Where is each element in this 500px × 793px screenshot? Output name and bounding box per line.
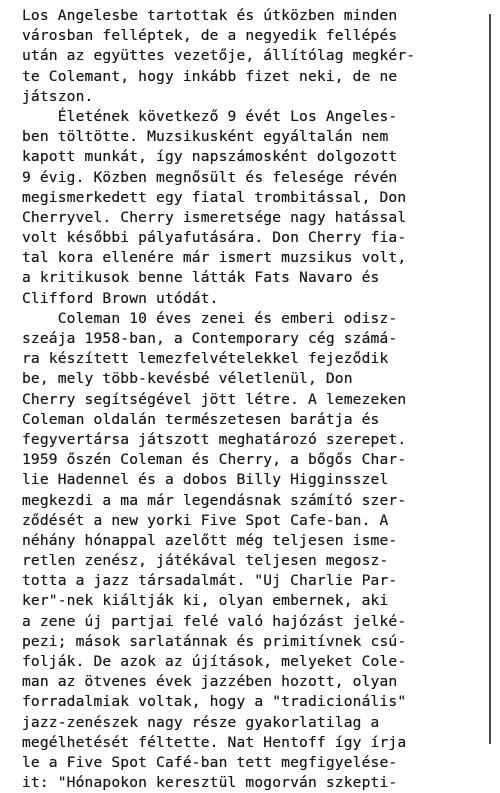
- text-line: városban felléptek, de a negyedik fellépés: [22, 27, 398, 45]
- text-line: folják. De azok az újítások, melyeket Cole-: [22, 653, 407, 670]
- text-line: kapott munkát, így napszámosként dolgozott: [22, 148, 398, 166]
- page-edge-line: [489, 14, 491, 744]
- text-line: pezi; mások sarlatánnak és primitívnek csú-: [22, 632, 407, 650]
- text-line: it: "Hónapokon keresztül mogorván szkepti-: [22, 774, 398, 792]
- text-line: forradalmiak voltak, hogy a "tradicionális": [22, 693, 407, 711]
- text-line: be, mely több-kevésbé véletlenül, Don: [22, 370, 353, 388]
- text-line: a kritikusok benne látták Fats Navaro és: [22, 269, 380, 287]
- text-line: Clifford Brown utódát.: [22, 289, 219, 307]
- text-line: Coleman 10 éves zenei és emberi odisz-: [22, 309, 398, 327]
- text-line: lie Hadennel és a dobos Billy Higginsszel: [22, 471, 389, 489]
- text-line: ker"-nek kiáltják ki, olyan embernek, aki: [22, 592, 389, 610]
- text-line: megismerkedett egy fiatal trombitással, Don: [22, 188, 407, 206]
- text-line: után az együttes vezetője, állítólag megkér-: [22, 47, 416, 65]
- text-line: ra készített lemezfelvételekkel fejeződik: [22, 350, 389, 368]
- text-line: ben töltötte. Muzsikusként egyáltalán nem: [22, 128, 389, 146]
- text-line: Életének következő 9 évét Los Angeles-: [22, 107, 398, 125]
- body-text: [22, 6, 492, 793]
- text-line: Cherryvel. Cherry ismeretsége nagy hatással: [22, 208, 407, 226]
- text-line: Coleman oldalán természetesen barátja és: [22, 410, 380, 428]
- text-line: fegyvertársa játszott meghatározó szerepet.: [22, 430, 407, 448]
- text-line: 1959 őszén Coleman és Cherry, a bőgős Char-: [22, 451, 407, 469]
- text-line: te Colemant, hogy inkább fizet neki, de ne: [22, 67, 398, 85]
- text-line: Los Angelesbe tartottak és útközben minden: [22, 7, 398, 24]
- text-line: volt későbbi pályafutására. Don Cherry fia-: [22, 229, 407, 247]
- text-line: jazz-zenészek nagy része gyakorlatilag a: [22, 713, 380, 731]
- text-line: ződését a new yorki Five Spot Cafe-ban. A: [22, 511, 389, 529]
- text-line: totta a jazz társadalmát. "Uj Charlie Par-: [22, 572, 398, 590]
- text-line: játszon.: [22, 87, 94, 105]
- text-line: le a Five Spot Café-ban tett megfigyelése-: [22, 753, 398, 771]
- text-line: szeája 1958-ban, a Contemporary cég számá-: [22, 330, 398, 347]
- text-line: tal kora ellenére már ismert muzsikus volt,: [22, 249, 407, 267]
- text-line: megkezdi a ma már legendásnak számító szer-: [22, 491, 407, 509]
- text-line: a zene új partjai felé való hajózást jelké-: [22, 612, 407, 630]
- text-line: 9 évig. Közben megnősült és felesége révén: [22, 168, 398, 186]
- text-line: retlen zenész, játékával teljesen megosz-: [22, 552, 389, 570]
- text-line: Cherry segítségével jött létre. A lemezeken: [22, 390, 407, 408]
- text-line: man az ötvenes évek jazzében hozott, olyan: [22, 673, 398, 691]
- text-line: néhány hónappal azelőtt még teljesen isme-: [22, 531, 398, 549]
- text-line: megélhetését féltette. Nat Hentoff így írja: [22, 733, 407, 751]
